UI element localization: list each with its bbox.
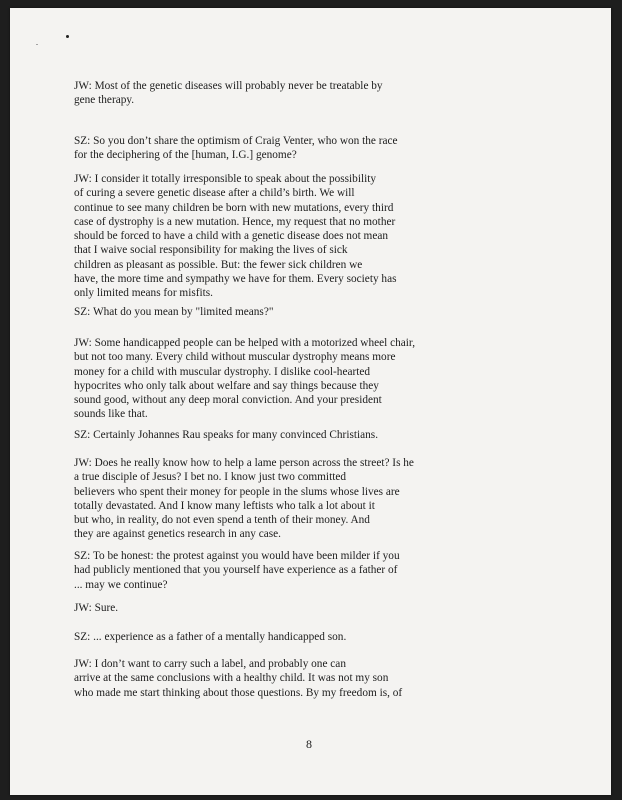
text-line: gene therapy. xyxy=(74,94,135,107)
paragraph-p1 xyxy=(74,79,434,108)
text-line: SZ: Certainly Johannes Rau speaks for many convinced Christians. xyxy=(74,429,379,441)
text-line: sounds like that. xyxy=(74,408,148,421)
text-line: they are against genetics research in any case. xyxy=(74,528,282,541)
text-line: ... may we continue? xyxy=(74,578,168,591)
text-line: SZ: ... experience as a father of a mentally handicapped son. xyxy=(74,631,347,643)
text-line: hypocrites who only talk about welfare and say things because they xyxy=(74,379,379,392)
paragraph-p5 xyxy=(74,336,434,422)
text-line: case of dystrophy is a new mutation. Hence, my request that no mother xyxy=(74,215,396,228)
text-line: JW: I consider it totally irresponsible to speak about the possibility xyxy=(74,173,377,185)
paragraph-p8 xyxy=(74,549,434,592)
paragraph-p11 xyxy=(74,657,434,700)
text-line: totally devastated. And I know many leftists who talk a lot about it xyxy=(74,499,375,512)
text-line: of curing a severe genetic disease after a child’s birth. We will xyxy=(74,187,355,200)
text-line: children as pleasant as possible. But: the fewer sick children we xyxy=(74,258,363,271)
text-line: continue to see many children be born with new mutations, every third xyxy=(74,201,394,214)
paragraph-p2 xyxy=(74,134,434,163)
text-line: but who, in reality, do not even spend a tenth of their money. And xyxy=(74,514,370,527)
text-line: had publicly mentioned that you yourself have experience as a father of xyxy=(74,564,398,577)
text-line: sound good, without any deep moral conviction. And your president xyxy=(74,394,382,407)
text-line: for the deciphering of the [human, I.G.] genome? xyxy=(74,149,297,162)
paper-sheet xyxy=(10,8,611,795)
text-line: arrive at the same conclusions with a healthy child. It was not my son xyxy=(74,672,389,685)
text-line: JW: Some handicapped people can be helped with a motorized wheel chair, xyxy=(74,337,416,349)
text-line: should be forced to have a child with a genetic disease does not mean xyxy=(74,230,389,243)
paragraph-p10 xyxy=(74,630,434,644)
page-number: 8 xyxy=(306,737,312,751)
text-line: but not too many. Every child without muscular dystrophy means more xyxy=(74,351,396,364)
paragraph-p9 xyxy=(74,601,434,615)
text-line: a true disciple of Jesus? I bet no. I know just two committed xyxy=(74,471,347,484)
text-line: have, the more time and sympathy we have for them. Every society has xyxy=(74,273,397,286)
text-line: SZ: To be honest: the protest against you would have been milder if you xyxy=(74,550,400,562)
text-line: JW: I don’t want to carry such a label, and probably one can xyxy=(74,658,346,670)
text-line: money for a child with muscular dystrophy. I dislike cool-hearted xyxy=(74,365,371,378)
text-line: only limited means for misfits. xyxy=(74,287,213,300)
text-line: SZ: What do you mean by "limited means?" xyxy=(74,306,274,318)
ink-speck xyxy=(66,35,69,38)
ink-speck xyxy=(36,44,38,45)
text-line: that I waive social responsibility for making the lives of sick xyxy=(74,244,348,257)
paragraph-p7 xyxy=(74,456,434,542)
text-line: JW: Does he really know how to help a lame person across the street? Is he xyxy=(74,457,414,469)
paragraph-p3 xyxy=(74,172,434,301)
text-line: who made me start thinking about those questions. By my freedom is, of xyxy=(74,686,403,699)
text-line: JW: Most of the genetic diseases will probably never be treatable by xyxy=(74,80,383,92)
text-line: SZ: So you don’t share the optimism of Craig Venter, who won the race xyxy=(74,135,398,147)
paragraph-p4 xyxy=(74,305,434,319)
paragraph-p6 xyxy=(74,428,434,442)
text-line: JW: Sure. xyxy=(74,602,119,614)
text-line: believers who spent their money for people in the slums whose lives are xyxy=(74,485,400,498)
